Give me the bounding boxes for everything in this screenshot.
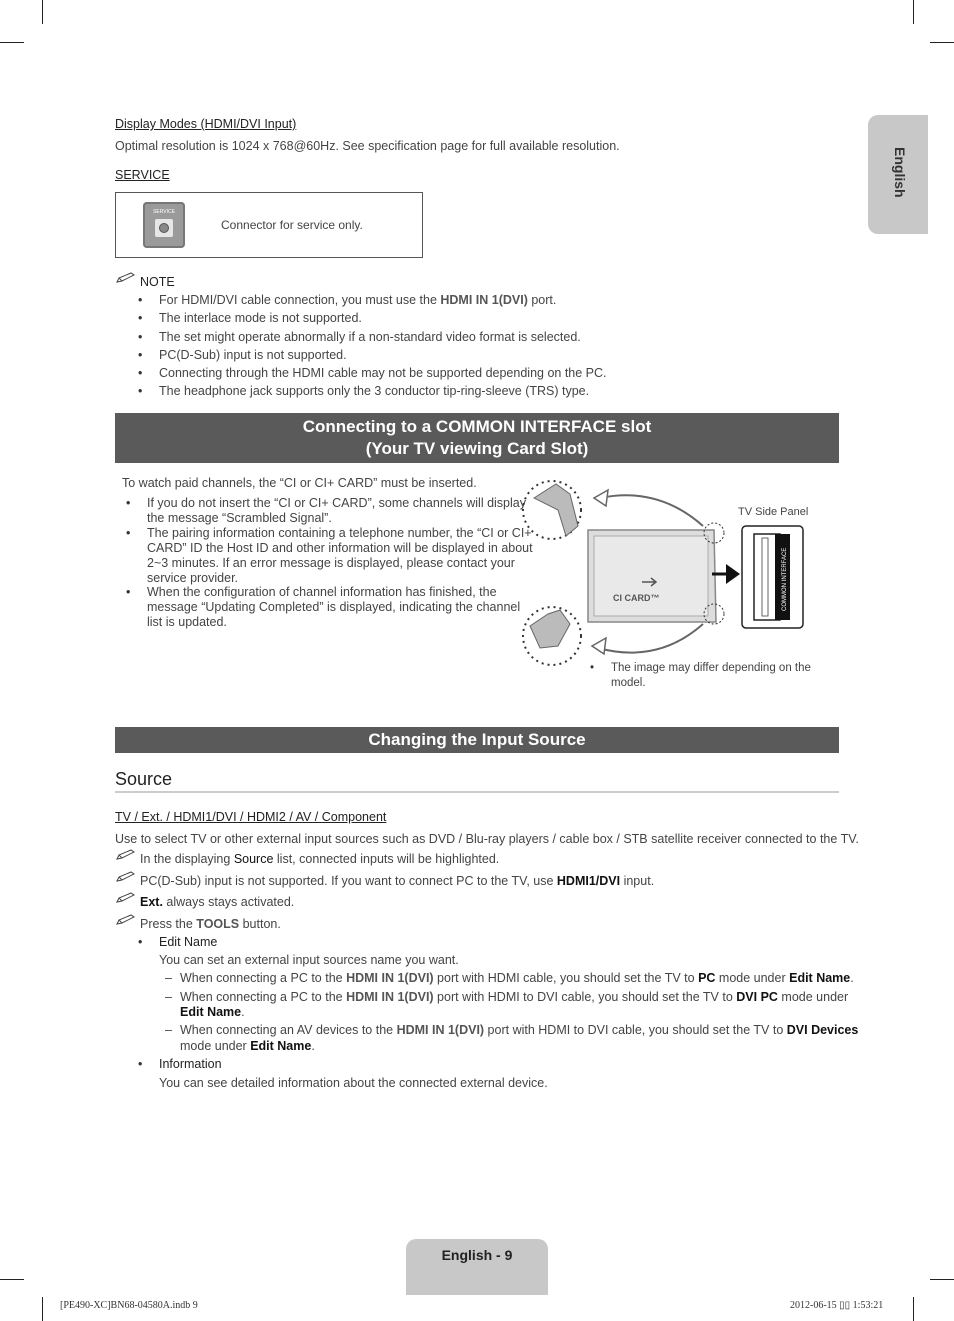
crop-mark bbox=[930, 1279, 954, 1280]
subtitle-divider bbox=[115, 791, 839, 793]
source-note: Press the TOOLS button. bbox=[140, 917, 281, 931]
edit-name-item: – When connecting an AV devices to the HDMI IN 1(DVI) port with HDMI to DVI cable, you should set the TV to DVI Devices bbox=[180, 1023, 858, 1037]
source-list-heading: TV / Ext. / HDMI1/DVI / HDMI2 / AV / Component bbox=[115, 810, 387, 824]
display-modes-text: Optimal resolution is 1024 x 768@60Hz. See specification page for full available resolution. bbox=[115, 139, 620, 153]
note-item: • The interlace mode is not supported. bbox=[159, 311, 362, 325]
edit-name-label: • Edit Name bbox=[159, 935, 217, 949]
service-port-label: SERVICE bbox=[153, 209, 175, 215]
note-pencil-icon bbox=[116, 914, 136, 926]
note-label: NOTE bbox=[140, 275, 175, 289]
edit-name-item-cont: Edit Name. bbox=[180, 1005, 245, 1019]
port-socket bbox=[155, 219, 173, 237]
edit-name-item-cont: mode under Edit Name. bbox=[180, 1039, 315, 1053]
note-item: • Connecting through the HDMI cable may not be supported depending on the PC. bbox=[159, 366, 607, 380]
note-pencil-icon bbox=[116, 871, 136, 883]
source-note: In the displaying Source list, connected inputs will be highlighted. bbox=[140, 852, 500, 866]
note-item: • The set might operate abnormally if a non-standard video format is selected. bbox=[159, 330, 581, 344]
ci-intro: To watch paid channels, the “CI or CI+ CARD” must be inserted. bbox=[122, 476, 477, 490]
crop-mark bbox=[930, 42, 954, 43]
note-pencil-icon bbox=[116, 272, 136, 284]
source-intro: Use to select TV or other external input sources such as DVD / Blu-ray players / cable box / STB satellite receiver connected to the TV. bbox=[115, 832, 859, 846]
information-label: • Information bbox=[159, 1057, 222, 1071]
source-note: Ext. always stays activated. bbox=[140, 895, 295, 909]
crop-mark bbox=[42, 0, 43, 24]
date-info: 2012-06-15 ▯▯ 1:53:21 bbox=[790, 1300, 884, 1311]
ci-bullet: • The pairing information containing a telephone number, the “CI or CI+ CARD” ID the Host ID and other information will be displayed in about 2~3 minutes. If an error message is displayed, please contact your service provider. bbox=[147, 526, 533, 586]
figure-caption: • The image may differ depending on the model. bbox=[611, 661, 811, 691]
ci-title-line2: (Your TV viewing Card Slot) bbox=[365, 439, 589, 458]
display-modes-heading: Display Modes (HDMI/DVI Input) bbox=[115, 117, 297, 131]
input-source-banner: Changing the Input Source bbox=[115, 727, 839, 753]
service-port-icon bbox=[143, 202, 185, 248]
information-desc: You can see detailed information about the connected external device. bbox=[159, 1076, 548, 1090]
source-note: PC(D-Sub) input is not supported. If you want to connect PC to the TV, use HDMI1/DVI input. bbox=[140, 874, 655, 888]
file-info: [PE490-XC]BN68-04580A.indb 9 bbox=[60, 1300, 198, 1311]
crop-mark bbox=[913, 0, 914, 24]
note-pencil-icon bbox=[116, 849, 136, 861]
note-item: • PC(D-Sub) input is not supported. bbox=[159, 348, 347, 362]
service-description: Connector for service only. bbox=[221, 218, 363, 232]
crop-mark bbox=[913, 1297, 914, 1321]
ci-card-label: CI CARD™ bbox=[613, 593, 660, 603]
ci-title-line1: Connecting to a COMMON INTERFACE slot bbox=[302, 417, 652, 436]
crop-mark bbox=[42, 1297, 43, 1321]
note-item: • For HDMI/DVI cable connection, you must use the HDMI IN 1(DVI) port. bbox=[159, 293, 556, 307]
note-pencil-icon bbox=[116, 892, 136, 904]
crop-mark bbox=[0, 1279, 24, 1280]
common-interface-slot-label: COMMON INTERFACE bbox=[782, 547, 788, 611]
tv-side-panel-label: TV Side Panel bbox=[738, 506, 809, 518]
ci-bullet: • If you do not insert the “CI or CI+ CARD”, some channels will display the message “Scrambled Signal”. bbox=[147, 496, 526, 526]
note-item: • The headphone jack supports only the 3 conductor tip-ring-sleeve (TRS) type. bbox=[159, 384, 589, 398]
language-tab bbox=[868, 115, 928, 234]
crop-mark bbox=[0, 42, 24, 43]
edit-name-item: – When connecting a PC to the HDMI IN 1(DVI) port with HDMI to DVI cable, you should set the TV to DVI PC mode under bbox=[180, 990, 848, 1004]
port-hole bbox=[159, 223, 169, 233]
edit-name-desc: You can set an external input sources name you want. bbox=[159, 953, 459, 967]
edit-name-item: – When connecting a PC to the HDMI IN 1(DVI) port with HDMI cable, you should set the TV to PC mode under Edit Name. bbox=[180, 971, 854, 985]
page-number-label: English - 9 bbox=[441, 1247, 513, 1263]
service-box bbox=[115, 192, 423, 258]
source-subtitle: Source bbox=[115, 769, 173, 789]
service-heading: SERVICE bbox=[115, 168, 170, 182]
page-number-tab bbox=[406, 1239, 548, 1295]
ci-bullet: • When the configuration of channel information has finished, the message “Updating Completed” is displayed, indicating the channel list is updated. bbox=[147, 585, 520, 630]
ci-section-banner bbox=[115, 413, 839, 463]
language-tab-label: English bbox=[892, 147, 908, 198]
